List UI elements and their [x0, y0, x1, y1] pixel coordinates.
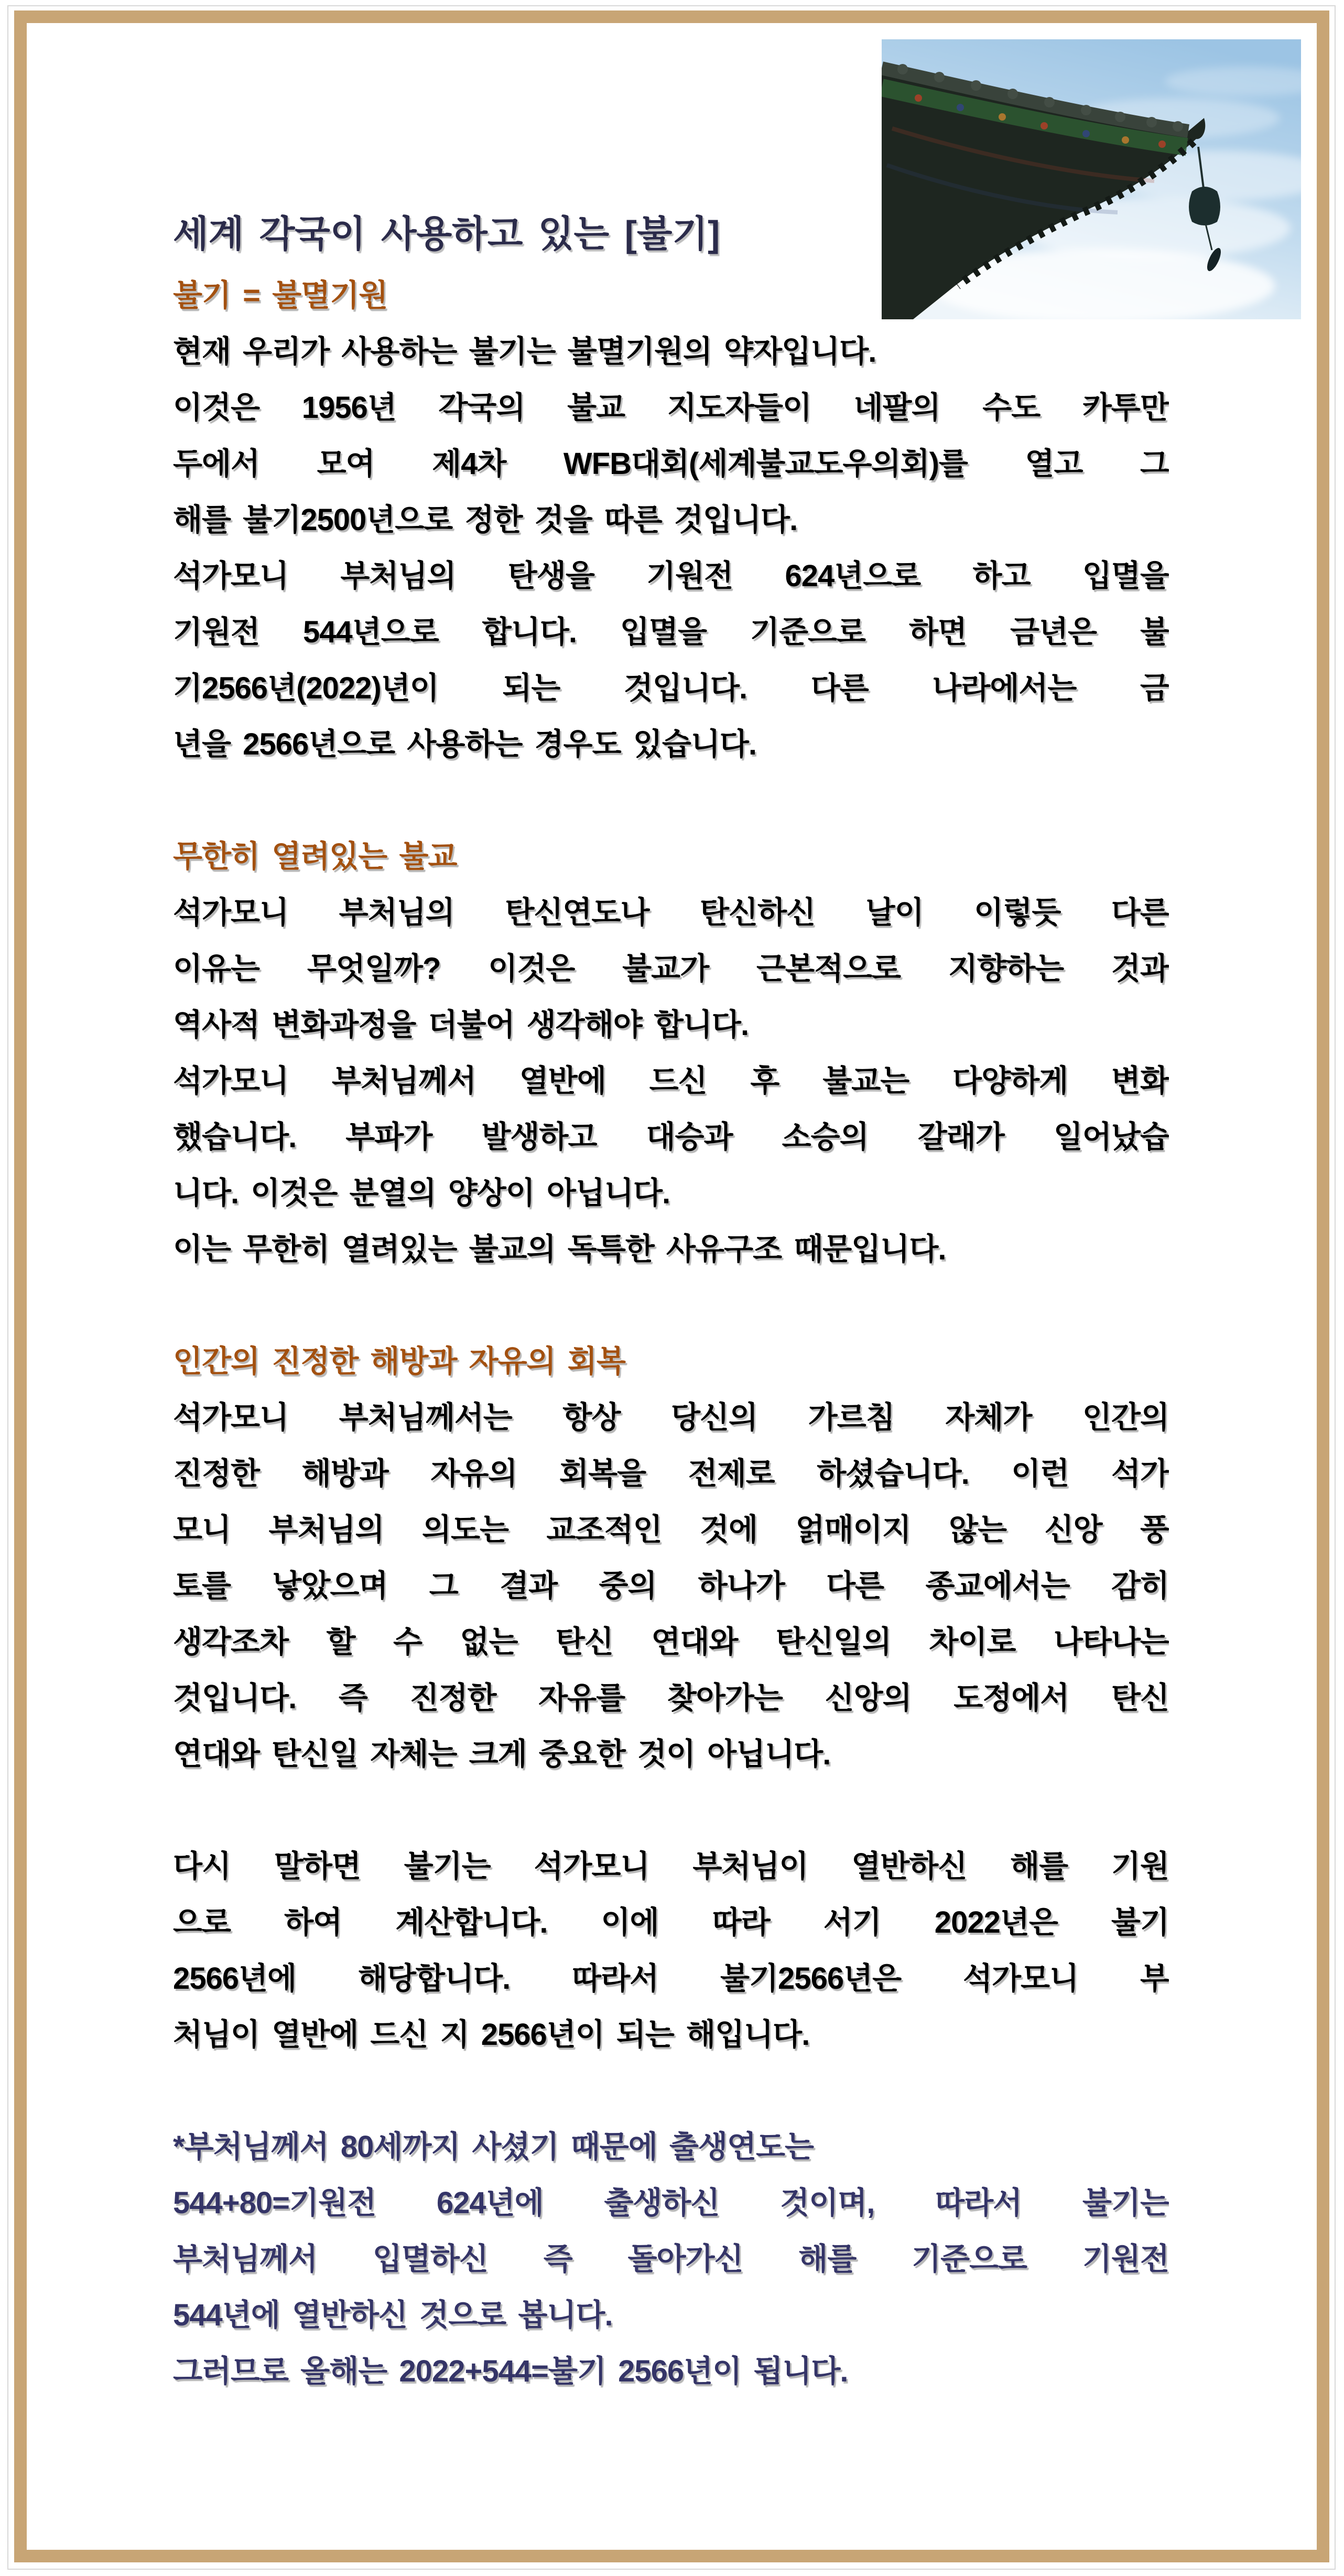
text-line: 역사적 변화과정을 더불어 생각해야 합니다.: [173, 1008, 749, 1042]
paragraph-gap: [173, 1782, 1169, 1838]
text-line: 석가모니 부처님의 탄생을 기원전 624년으로 하고 입멸을: [173, 559, 1169, 593]
text-line: 것입니다. 즉 진정한 자유를 찾아가는 신앙의 도정에서 탄신: [173, 1681, 1169, 1715]
text-line: 처님이 열반에 드신 지 2566년이 되는 해입니다.: [173, 2018, 810, 2052]
text-line: 년을 2566년으로 사용하는 경우도 있습니다.: [173, 727, 757, 761]
paragraph-gap: [173, 1277, 1169, 1333]
text-line: 기원전 544년으로 합니다. 입멸을 기준으로 하면 금년은 불: [173, 615, 1169, 649]
text-line: 으로 하여 계산합니다. 이에 따라 서기 2022년은 불기: [173, 1905, 1169, 1939]
text-line: 석가모니 부처님께서는 항상 당신의 가르침 자체가 인간의: [173, 1400, 1169, 1435]
text-line: 이유는 무엇일까? 이것은 불교가 근본적으로 지향하는 것과: [173, 952, 1169, 986]
text-line: 544년에 열반하신 것으로 봅니다.: [173, 2298, 613, 2332]
paragraph-gap: [173, 772, 1169, 828]
text-line: 했습니다. 부파가 발생하고 대승과 소승의 갈래가 일어났습: [173, 1120, 1169, 1154]
text-line: 기2566년(2022)년이 되는 것입니다. 다른 나라에서는 금: [173, 671, 1169, 705]
text-column: [173, 201, 1169, 2399]
section-heading: 인간의 진정한 해방과 자유의 회복: [173, 1344, 625, 1378]
text-line: 부처님께서 입멸하신 즉 돌아가신 해를 기준으로 기원전: [173, 2242, 1169, 2276]
page-title: 세계 각국이 사용하고 있는 [불기]: [173, 213, 720, 254]
text-line: 해를 불기2500년으로 정한 것을 따른 것입니다.: [173, 503, 798, 537]
text-line: 이는 무한히 열려있는 불교의 독특한 사유구조 때문입니다.: [173, 1232, 946, 1266]
paragraph-gap: [173, 2063, 1169, 2119]
section-heading: 불기 = 불멸기원: [173, 278, 388, 312]
text-line: 이것은 1956년 각국의 불교 지도자들이 네팔의 수도 카투만: [173, 391, 1169, 425]
text-line: 544+80=기원전 624년에 출생하신 것이며, 따라서 불기는: [173, 2186, 1169, 2220]
section-heading: 무한히 열려있는 불교: [173, 839, 457, 874]
text-line: 다시 말하면 불기는 석가모니 부처님이 열반하신 해를 기원: [173, 1849, 1169, 1883]
text-line: 연대와 탄신일 자체는 크게 중요한 것이 아닙니다.: [173, 1737, 831, 1771]
text-line: 그러므로 올해는 2022+544=불기 2566년이 됩니다.: [173, 2354, 848, 2388]
content-blocks: [173, 267, 1169, 2399]
text-line: 토를 낳았으며 그 결과 중의 하나가 다른 종교에서는 감히: [173, 1569, 1169, 1603]
text-line: 모니 부처님의 의도는 교조적인 것에 얽매이지 않는 신앙 풍: [173, 1513, 1169, 1547]
text-line: 진정한 해방과 자유의 회복을 전제로 하셨습니다. 이런 석가: [173, 1457, 1169, 1491]
text-line: *부처님께서 80세까지 사셨기 때문에 출생연도는: [173, 2130, 814, 2164]
text-line: 생각조차 할 수 없는 탄신 연대와 탄신일의 차이로 나타나는: [173, 1625, 1169, 1659]
text-line: 니다. 이것은 분열의 양상이 아닙니다.: [173, 1176, 670, 1210]
text-line: 석가모니 부처님께서 열반에 드신 후 불교는 다양하게 변화: [173, 1064, 1169, 1098]
text-line: 석가모니 부처님의 탄신연도나 탄신하신 날이 이렇듯 다른: [173, 896, 1169, 930]
text-line: 두에서 모여 제4차 WFB대회(세계불교도우의회)를 열고 그: [173, 447, 1169, 481]
text-line: 2566년에 해당합니다. 따라서 불기2566년은 석가모니 부: [173, 1961, 1169, 1996]
text-line: 현재 우리가 사용하는 불기는 불멸기원의 약자입니다.: [173, 335, 876, 369]
